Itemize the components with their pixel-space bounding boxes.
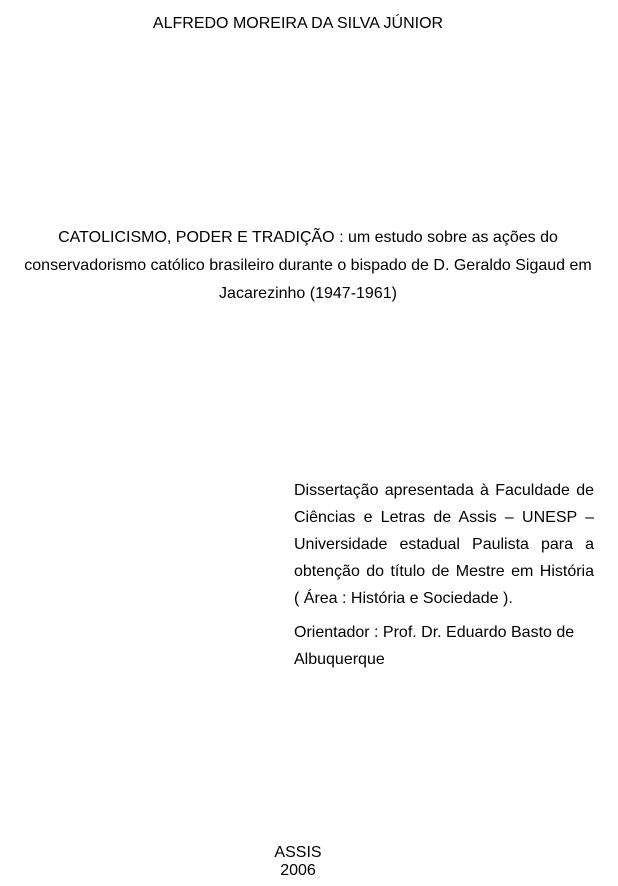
description-line: Universidade estadual Paulista para a (294, 536, 594, 553)
title-line: conservadorismo católico brasileiro durante o bispado de D. Geraldo Sigaud em (24, 257, 592, 274)
footer (0, 844, 596, 880)
description-line: Dissertação apresentada à Faculdade de (294, 482, 594, 499)
description-line: ( Área : História e Sociedade ). (294, 590, 513, 607)
dissertation-description (294, 477, 594, 612)
advisor-line: Orientador : Prof. Dr. Eduardo Basto de (294, 624, 575, 641)
advisor (294, 619, 594, 673)
description-line: obtenção do título de Mestre em História (294, 563, 594, 580)
title-line: Jacarezinho (1947-1961) (219, 285, 397, 302)
dissertation-title (18, 224, 598, 308)
title-line: CATOLICISMO, PODER E TRADIÇÃO : um estudo sobre as ações do (58, 229, 558, 246)
footer-city: ASSIS (274, 844, 322, 861)
advisor-line: Albuquerque (294, 651, 385, 668)
footer-year: 2006 (280, 862, 316, 879)
description-line: Ciências e Letras de Assis – UNESP – (294, 509, 594, 526)
author-name: ALFREDO MOREIRA DA SILVA JÚNIOR (152, 15, 444, 32)
